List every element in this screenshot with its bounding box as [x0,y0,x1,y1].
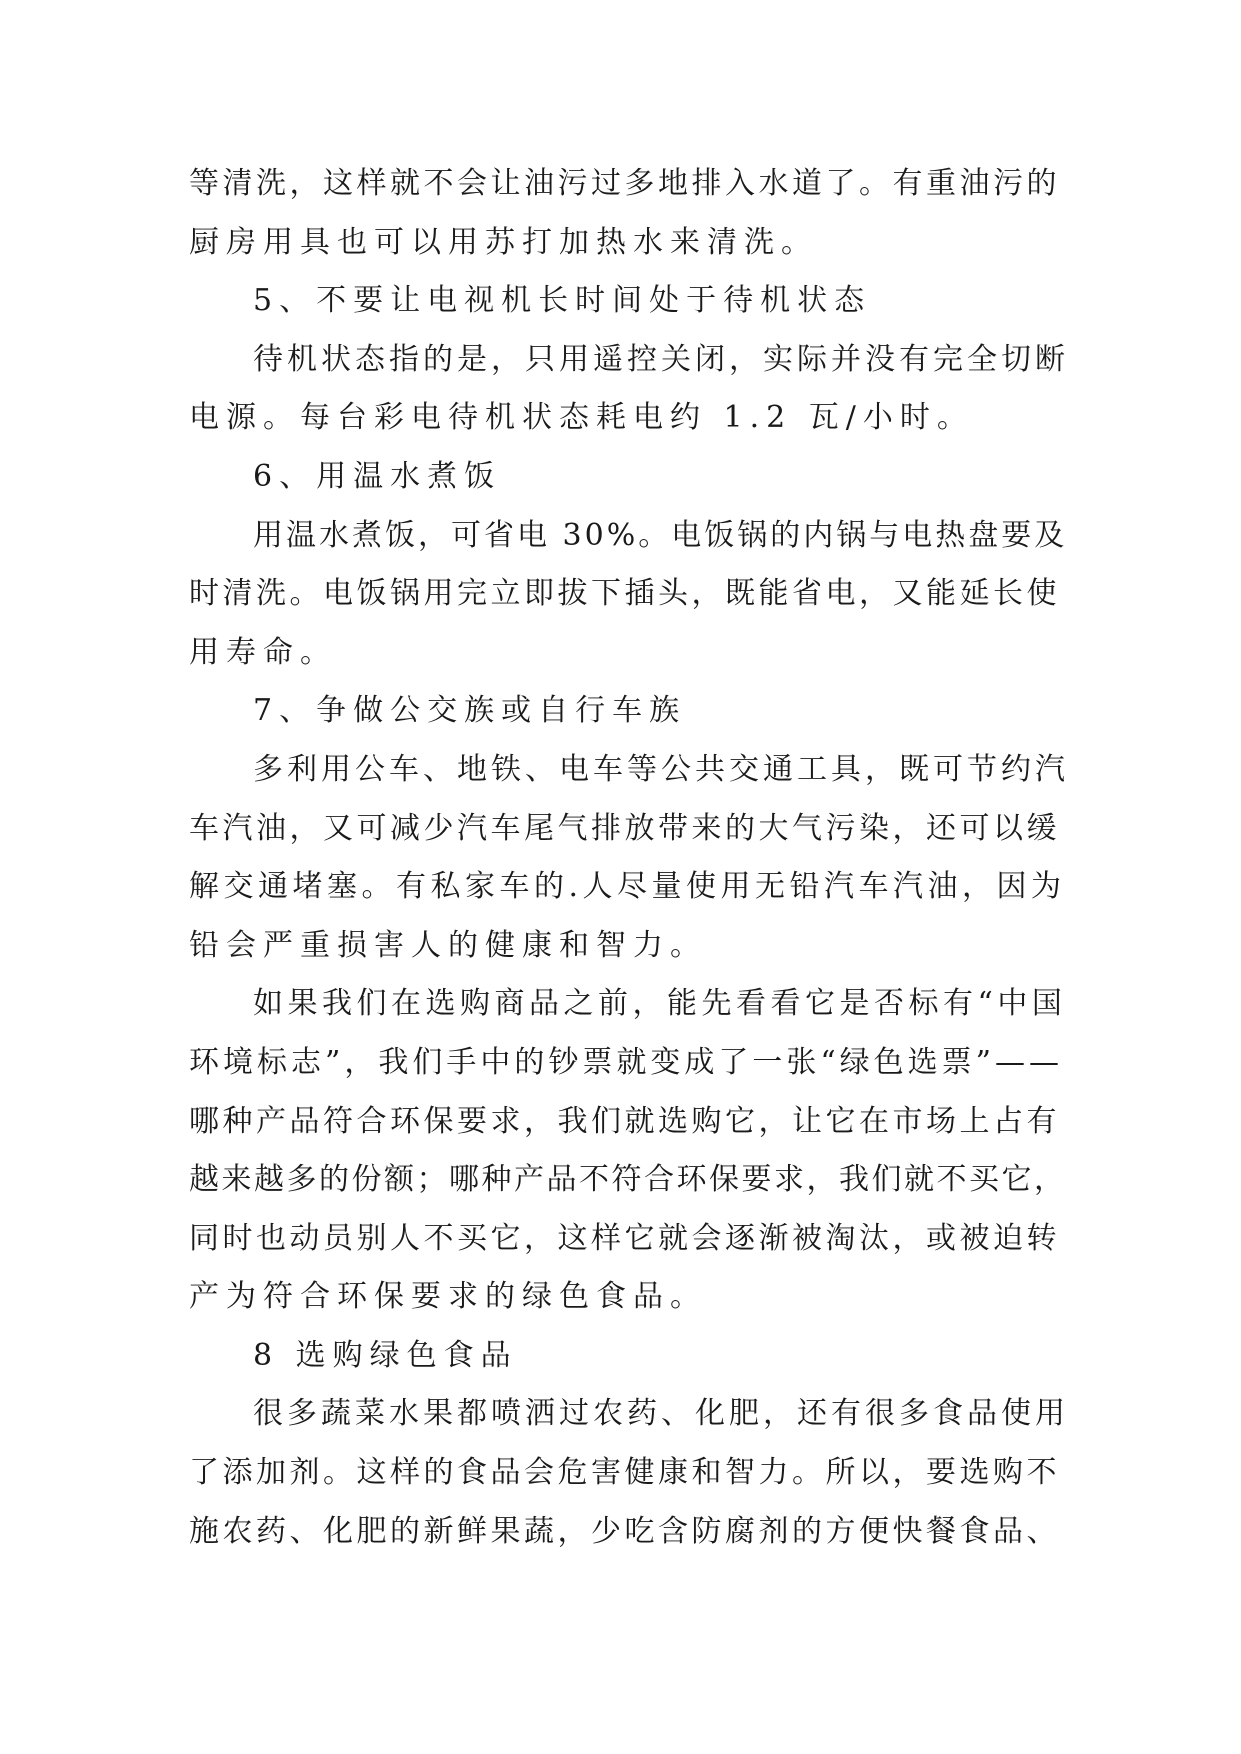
text-line: 越来越多的份额；哪种产品不符合环保要求，我们就不买它， [189,1162,1067,1198]
text-line: 解交通堵塞。有私家车的.人尽量使用无铅汽车汽油，因为 [189,869,1066,905]
text-line: 产为符合环保要求的绿色食品。 [189,1279,707,1315]
paragraph-start-line: 如果我们在选购商品之前，能先看看它是否标有“中国 [253,986,1067,1022]
text-line: 用寿命。 [189,634,337,670]
paragraph-start-line: 5、不要让电视机长时间处于待机状态 [253,283,872,319]
paragraph-start-line: 待机状态指的是，只用遥控关闭，实际并没有完全切断 [253,341,1069,377]
text-line: 等清洗，这样就不会让油污过多地排入水道了。有重油污的 [189,166,1060,201]
text-line: 电源。每台彩电待机状态耗电约 1.2 瓦/小时。 [189,400,974,436]
text-line: 车汽油，又可减少汽车尾气排放带来的大气污染，还可以缓 [189,810,1060,846]
text-line: 哪种产品符合环保要求，我们就选购它，让它在市场上占有 [189,1103,1060,1139]
text-line: 同时也动员别人不买它，这样它就会逐渐被淘汰，或被迫转 [189,1220,1060,1256]
text-line: 时清洗。电饭锅用完立即拔下插头，既能省电，又能延长使 [189,576,1060,612]
text-line: 了添加剂。这样的食品会危害健康和智力。所以，要选购不 [189,1455,1060,1491]
paragraph-start-line: 7、争做公交族或自行车族 [253,693,687,729]
paragraph-start-line: 8 选购绿色食品 [253,1337,518,1373]
text-line: 厨房用具也可以用苏打加热水来清洗。 [189,224,818,260]
text-line: 施农药、化肥的新鲜果蔬，少吃含防腐剂的方便快餐食品、 [189,1513,1060,1549]
paragraph-start-line: 很多蔬菜水果都喷洒过农药、化肥，还有很多食品使用 [253,1396,1069,1432]
document-body [189,155,1069,1561]
text-line: 环境标志”，我们手中的钞票就变成了一张“绿色选票”—— [189,1044,1064,1080]
text-line: 铅会严重损害人的健康和智力。 [189,927,707,963]
paragraph-start-line: 用温水煮饭，可省电 30%。电饭锅的内锅与电热盘要及 [253,517,1068,553]
paragraph-start-line: 6、用温水煮饭 [253,458,502,494]
paragraph-start-line: 多利用公车、地铁、电车等公共交通工具，既可节约汽 [253,751,1069,787]
